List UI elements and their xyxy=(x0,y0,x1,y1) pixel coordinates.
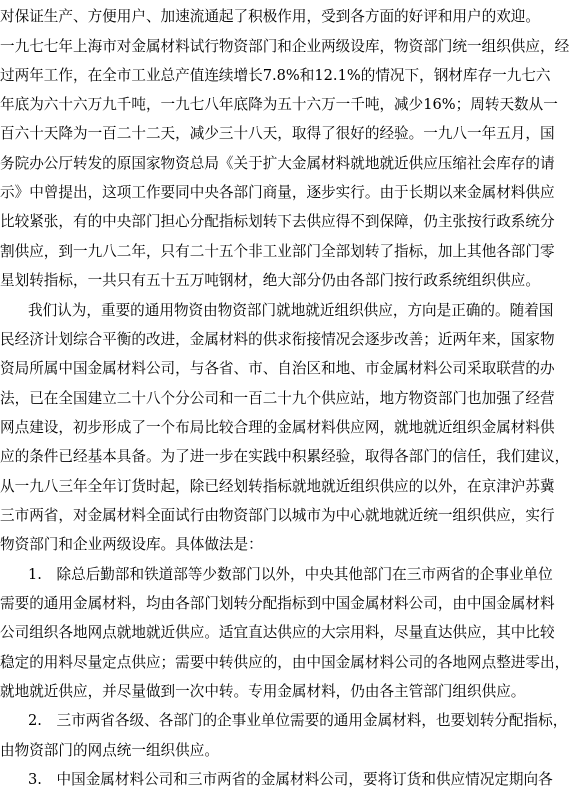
text-line: 资局所属中国金属材料公司，与各省、市、自治区和地、市金属材料公司采取联营的办 xyxy=(0,360,555,377)
text-line: 年底为六十六万九千吨，一九七八年底降为五十六万一千吨，减少16%；周转天数从一 xyxy=(0,96,558,113)
text-line: 物资部门和企业两级设库。具体做法是： xyxy=(0,536,263,553)
text-line: 民经济计划综合平衡的改进，金属材料的供求衔接情况会逐步改善；近两年来，国家物 xyxy=(0,331,555,348)
text-line: 示》中曾提出，这项工作要同中央各部门商量，逐步实行。由于长期以来金属材料供应 xyxy=(0,184,555,201)
text-line: 1. 除总后勤部和铁道部等少数部门以外，中央其他部门在三市两省的企事业单位 xyxy=(28,566,553,583)
text-line: 应的条件已经基本具备。为了进一步在实践中积累经验，取得各部门的信任，我们建议， xyxy=(0,448,569,465)
text-line: 对保证生产、方便用户、加速流通起了积极作用，受到各方面的好评和用户的欢迎。 xyxy=(0,8,540,25)
text-line: 割供应，到一九八二年，只有二十五个非工业部门全部划转了指标，加上其他各部门零 xyxy=(0,243,555,260)
text-line: 务院办公厅转发的原国家物资总局《关于扩大金属材料就地就近供应压缩社会库存的请 xyxy=(0,155,555,172)
text-line: 2. 三市两省各级、各部门的企事业单位需要的通用金属材料，也要划转分配指标， xyxy=(28,712,568,729)
text-line: 百六十天降为一百二十二天，减少三十八天，取得了很好的经验。一九八一年五月，国 xyxy=(0,125,555,142)
text-line: 一九七七年上海市对金属材料试行物资部门和企业两级设库，物资部门统一组织供应，经 xyxy=(0,38,569,55)
text-line: 从一九八三年全年订货时起，除已经划转指标就地就近组织供应的以外，在京津沪苏冀 xyxy=(0,478,555,495)
text-line: 就地就近供应，并尽量做到一次中转。专用金属材料，仍由各主管部门组织供应。 xyxy=(0,683,526,700)
text-line: 公司组织各地网点就地就近供应。适宜直达供应的大宗用料，尽量直达供应，其中比较 xyxy=(0,624,555,641)
text-line: 3. 中国金属材料公司和三市两省的金属材料公司，要将订货和供应情况定期向各 xyxy=(28,771,553,788)
text-line: 比较紧张，有的中央部门担心分配指标划转下去供应得不到保障，仍主张按行政系统分 xyxy=(0,213,555,230)
text-line: 由物资部门的网点统一组织供应。 xyxy=(0,742,219,759)
text-line: 我们认为，重要的通用物资由物资部门就地就近组织供应，方向是正确的。随着国 xyxy=(28,302,554,319)
text-line: 过两年工作，在全市工业总产值连续增长7.8%和12.1%的情况下，钢材库存一九七六 xyxy=(0,67,551,84)
text-line: 需要的通用金属材料，均由各部门划转分配指标到中国金属材料公司，由中国金属材料 xyxy=(0,595,555,612)
text-line: 网点建设，初步形成了一个布局比较合理的金属材料供应网，就地就近组织金属材料供 xyxy=(0,419,555,436)
text-line: 法，已在全国建立二十八个分公司和一百二十九个供应站，地方物资部门也加强了经营 xyxy=(0,390,555,407)
text-line: 三市两省，对金属材料全面试行由物资部门以城市为中心就地就近统一组织供应，实行 xyxy=(0,507,555,524)
text-line: 星划转指标，一共只有五十五万吨钢材，绝大部分仍由各部门按行政系统组织供应。 xyxy=(0,272,540,289)
text-line: 稳定的用料尽量定点供应；需要中转供应的，由中国金属材料公司的各地网点整进零出， xyxy=(0,654,569,671)
